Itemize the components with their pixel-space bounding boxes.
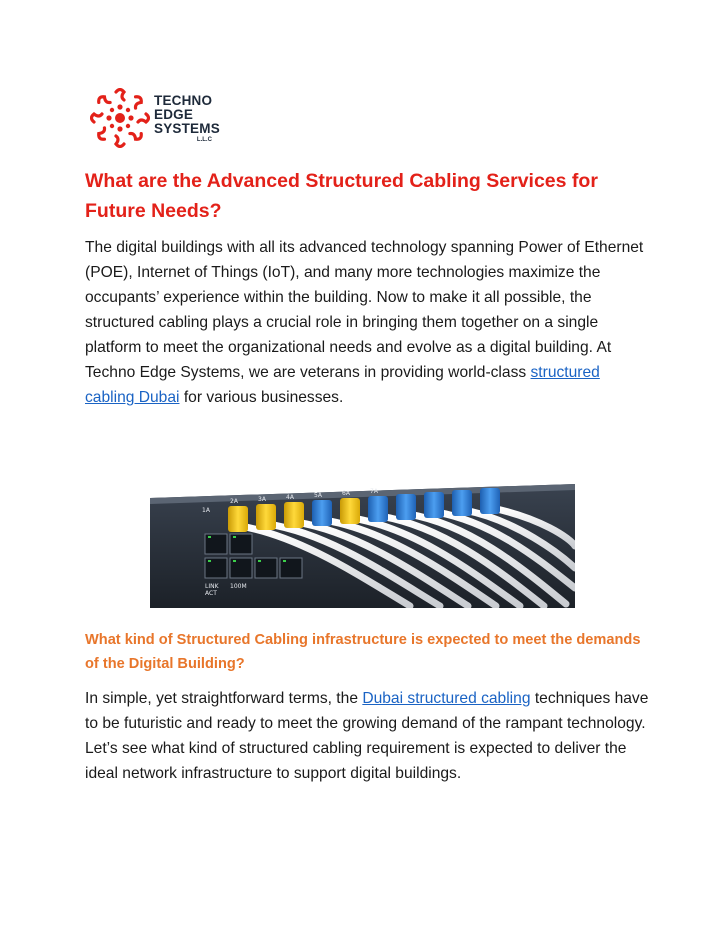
status-label: LINK [205, 583, 219, 590]
network-switch-photo [150, 476, 575, 608]
logo-line-edge: EDGE [154, 107, 194, 122]
section2-paragraph [85, 686, 650, 786]
port-label: 6A [342, 490, 350, 497]
port-label: 3A [258, 496, 266, 503]
status-label: ACT [205, 590, 217, 597]
logo-wordmark [154, 94, 220, 145]
status-label: 100M [230, 583, 247, 590]
logo-llc: L.L.C [196, 137, 212, 143]
section1-heading: What are the Advanced Structured Cabling Services for Future Needs? [85, 170, 598, 222]
section1-text-after: for various businesses. [179, 389, 344, 406]
port-label: 4A [286, 494, 294, 501]
dubai-structured-cabling-link[interactable]: Dubai structured cabling [362, 690, 531, 707]
section2-heading: What kind of Structured Cabling infrastructure is expected to meet the demands of the Digital Building? [85, 632, 641, 672]
section2-text-after: techniques have to be futuristic and ready to meet the growing demand of the rampant technology. Let’s see what kind of structured cabling requirement is expected to deliver the ideal network infrastructure to support digital buildings. [85, 690, 649, 782]
company-logo [90, 88, 230, 150]
port-label: 5A [314, 492, 322, 499]
logo-line-techno: TECHNO [154, 93, 213, 108]
section2-text-before: In simple, yet straightforward terms, the [85, 690, 363, 707]
port-label: 7A [370, 488, 378, 495]
port-label: 1A [202, 507, 210, 514]
port-label: 2A [230, 498, 238, 505]
section1-text-before: The digital buildings with all its advanced technology spanning Power of Ethernet (POE), Internet of Things (IoT), and many more technologies maximize the occupants’ experience within the building. Now to make it all possible, the structured cabling plays a crucial role in bringing them together on a single platform to meet the organizational needs and evolve as a digital building. At Techno Edge Systems, we are veterans in providing world-class [85, 239, 644, 381]
sun-gear-logo-icon [90, 88, 150, 148]
section1-paragraph [85, 235, 650, 410]
structured-cabling-dubai-link[interactable]: structured cabling Dubai [85, 364, 600, 406]
logo-line-systems: SYSTEMS [154, 121, 220, 136]
